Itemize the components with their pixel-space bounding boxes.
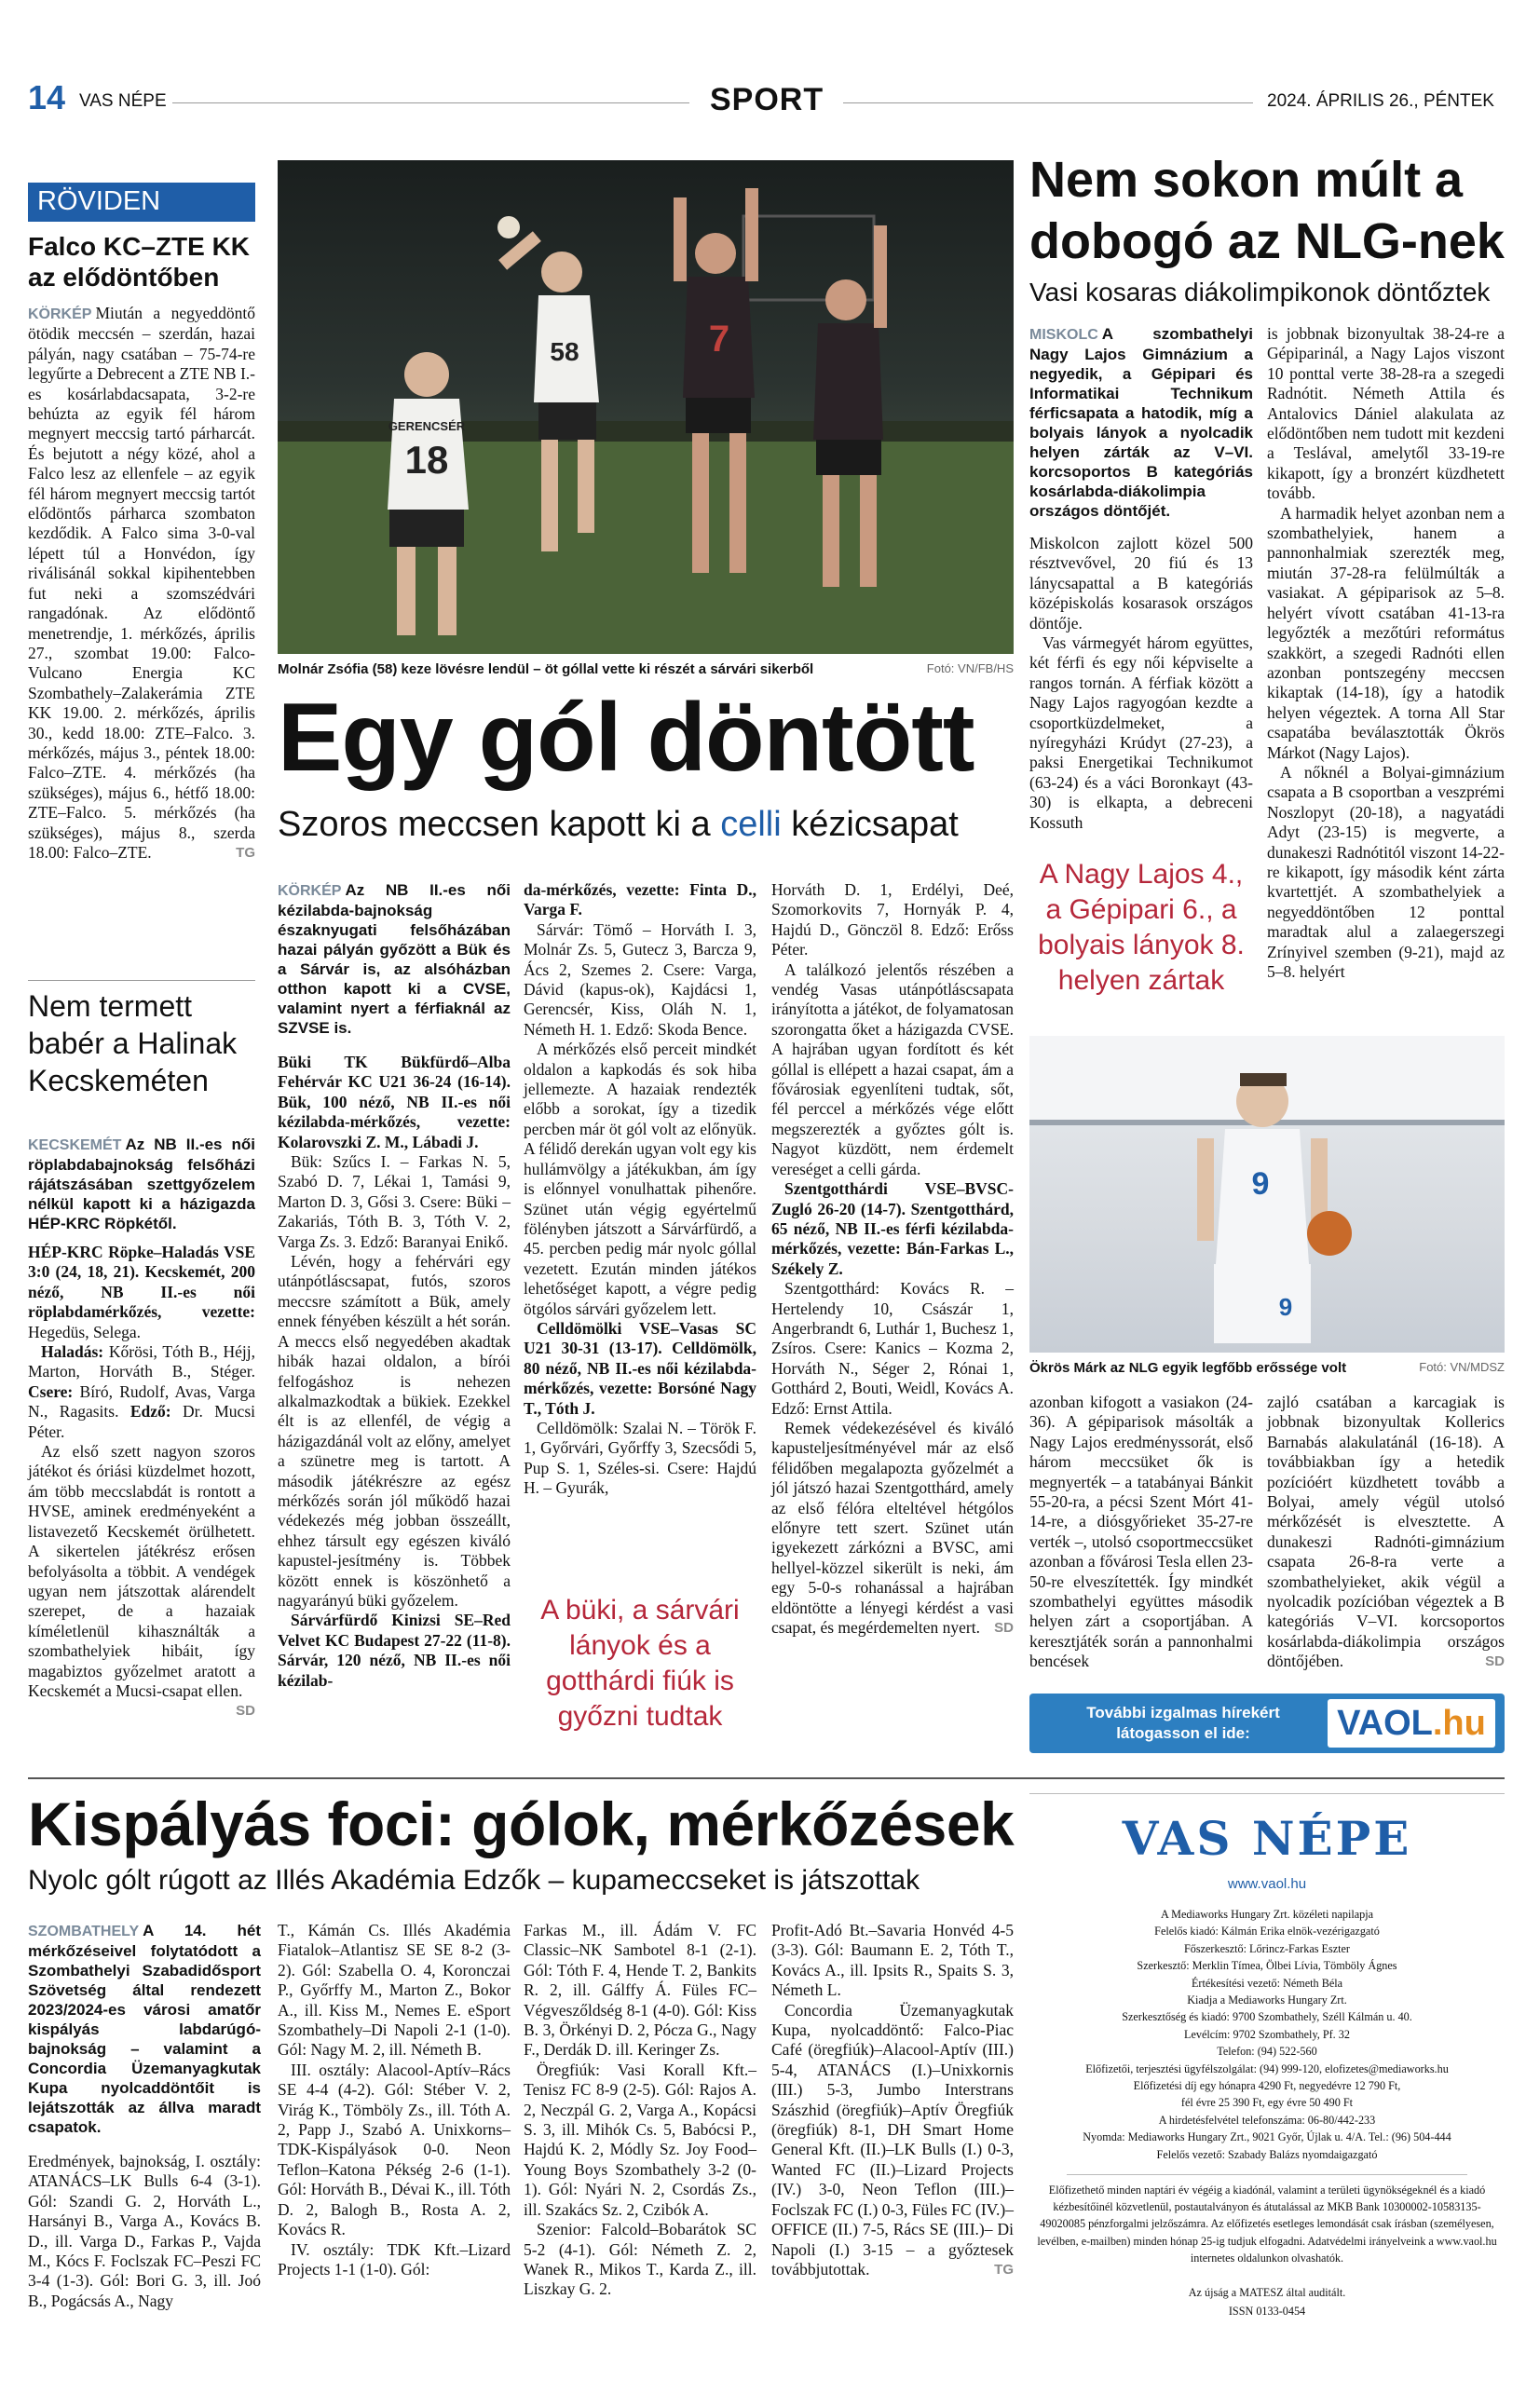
impressum-line: Előfizetési díj egy hónapra 4290 Ft, negyedévre 12 790 Ft, (1133, 2079, 1401, 2093)
handball-signature: SD (994, 1620, 1014, 1637)
impressum-line: Szerkesztő: Merklin Tímea, Ölbei Lívia, Tömböly Ágnes (1137, 1959, 1397, 1973)
nlg-caption-text: Ökrös Márk az NLG egyik legfőbb erőssége volt (1029, 1360, 1347, 1376)
handball-c3-p5: Remek védekezésével és kiváló kapusteljesítményével már az első félidőben megalapozta győzelmét a jól játszó hazai Szentgotthárd, amely az első félóra elteltével hétgólos előnyre tett szert. Szünet után igyekezett zárkózni a BVSC, ami hellyel-közzel sikerült is neki, ám egy 5-0-s rohanással a hajrában eldöntötte a lényegi kérdést a vasi csapat, és megérdemelten nyert. (771, 1418, 1014, 1638)
section-title: SPORT (710, 82, 824, 117)
handball-c3-p1: Horváth D. 1, Erdélyi, Deé, Szomorkovits 7, Hornyák P. 4, Hajdú D., Gönczöl 8. Edző: Erőss Péter. (771, 880, 1014, 959)
nlg-col-2 (1267, 324, 1505, 982)
impressum-line: A Mediaworks Hungary Zrt. közéleti napilapja (1160, 1908, 1374, 1921)
foci-c2-p3: IV. osztály: TDK Kft.–Lizard Projects 1-1 (1-0). Gól: (278, 2239, 511, 2279)
handball-subtitle-part2: kézicsapat (791, 805, 959, 844)
paper-name: VAS NÉPE (79, 91, 167, 111)
impressum-line: Kiadja a Mediaworks Hungary Zrt. (1187, 1993, 1347, 2007)
basketball (1307, 1211, 1352, 1256)
roviden-body (28, 304, 255, 863)
foci-c3-p1: Farkas M., ill. Ádám V. FC Classic–NK Sambotel 8-1 (2-1). Gól: Tóth F. 4, Hende T. 2, Bankits R. 2, ill. Gálffy Á. Füles FC–Végveszőldség 8-1 (4-0). Gól: Kiss B. 3, Örkényi D. 2, Pócza G., Nagy F., Derdák D. ill. Keringer Zs. (524, 1921, 756, 2060)
nlg-jersey: 9 (1251, 1166, 1270, 1202)
nlg-photo (1029, 1036, 1505, 1353)
impressum-line: Értékesítési vezető: Németh Béla (1191, 1976, 1343, 1990)
nlg-c3-p1: azonban kifogott a vasiakon (24-36). A gépiparisok másolták a Nagy Lajos eredményssorát, első három meccsüket ők is megnyerték – a tatabányai Bánkit 55-20-ra, a pécsi Szent Mórt 41-14-re, a diósgyőrieket 35-27-re verték –, utolsó csoportmeccsüket azonban a fővárosi Tesla ellen 23-50-re elveszítették. Így mindkét szombathelyi együttes második helyen zárt a csoportjában. A keresztjáték során a pannonhalmi bencések (1029, 1393, 1253, 1671)
handball-kicker: KÖRKÉP (278, 883, 342, 899)
handball-subtitle-accent: celli (720, 805, 782, 844)
handball-headline: Egy gól döntött (278, 684, 974, 792)
nlg-c1-p1: Miskolcon zajlott közel 500 résztvevővel, 20 fiú és 13 lánycsapattal a B kategóriás középiskolás kosarasok országos döntője. (1029, 534, 1253, 633)
vaol-ad-banner[interactable] (1029, 1694, 1505, 1753)
nlg-c4-p1: zajló csatában a karcagiak is jobbnak bizonyultak Kollerics Barnabás alakulatánál (16-18). A továbbiakban így a hetedik pozícióért küzdhetett tovább a Bolyai, amely végül utolsó mérkőzését is elvesztette. A dunakeszi Radnóti-gimnázium csapata 26-8-ra verte a szombathelyieket, akik végül a nyolcadik pozícióban végeztek a B kategóriás V–VI. korcsoportos kosárlabda-diákolimpia országos döntőjében. (1267, 1393, 1505, 1671)
impressum-divider (1067, 2174, 1467, 2175)
halinak-text: Az első szett nagyon szoros játékot és óriási küzdelmet hozott, ám több meccslabdát is rontott a HVSE, aminek eredményeként a listavezető Kecskemét örülhetett. A sikertelen játékrész erősen befolyásolta a többit. A vendégek ugyan nem játszottak alárendelt szerepet, de a hazaiak kíméletlenül kihasználták a szombathelyiek hibáit, így magabiztos győzelmet aratott a Kecskemét a Mucsi-csapat ellen. (28, 1442, 255, 1700)
handball-ball (497, 216, 520, 238)
issue-date: 2024. ÁPRILIS 26., PÉNTEK (1267, 91, 1494, 111)
handball-c2-p3: A mérkőzés első perceit mindkét oldalon a kapkodás és sok hiba jellemezte. A hazaiak rendezték előbb a sorokat, így a tizedik percben már öt gól volt az előnyük. A félidő derekán ugyan volt egy kis hullámvölgy a játékukban, ám így is előnnyel vonulhattak pihenőre. Szünet után végig egyértelmű fölényben játszott a Sárvárfürdő, a 45. percben pedig már nyolc góllal vezetett. Ezután minden játékos lehetőséget kapott, a végre pedig ötgólos sárvári győzelem lett. (524, 1040, 756, 1318)
nlg-signature: SD (1485, 1653, 1505, 1670)
foci-headline: Kispályás foci: gólok, mérkőzések (28, 1789, 1015, 1858)
roviden-kicker: KÖRKÉP (28, 306, 92, 322)
header-rule-right (843, 102, 1253, 103)
foci-signature: TG (994, 2261, 1014, 2278)
foci-subtitle: Nyolc gólt rúgott az Illés Akadémia Edzők – kupameccseket is játszottak (28, 1865, 920, 1896)
jersey-18: 18 (404, 438, 449, 482)
handball-col-3 (771, 880, 1014, 1638)
nlg-photo-credit: Fotó: VN/MDSZ (1419, 1360, 1505, 1374)
handball-photo-scene (278, 160, 1014, 654)
nlg-c2-p2: A harmadik helyet azonban nem a szombathelyiek, hanem a pannonhalmiak szerezték meg, miután 37-28-ra felülmúlták a vasiakat. A gépiparisok az 5–8. helyért vívott csatában 41-13-ra legyőzték a mezőtúri református szakkört, a szegedi Radnóti ellen azonban pontszegény meccsen kikaptak (14-18), így a hatodik helyen végeztek. A torna All Star csapatába beválasztották Ökrös Márkot (Nagy Lajos). (1267, 503, 1505, 762)
handball-c2-p1: da-mérkőzés, vezette: Finta D., Varga F. (524, 880, 756, 919)
header-rule-left (172, 102, 689, 103)
court-floor (278, 440, 1014, 654)
handball-photo-caption (278, 661, 1014, 677)
halinak-result-tail: Hegedüs, Selega. (28, 1322, 142, 1341)
impressum-lines (1029, 1906, 1505, 2163)
halinak-title: Nem termett babér a Halinak Kecskeméten (28, 989, 238, 1097)
foci-c4-p2: Concordia Üzemanyagkutak Kupa, nyolcaddöntő: Falco-Piac Café (öregfiúk)–Alacool-Aptív (III.) 5-4, ATANÁCS (I.)–Unixkornis (III.) 5-3, Jumbo Interstrans Szászhid (öregfiúk)–Aptív Öregfiúk (öregfiúk) 8-1, DH Smart Home General Kft. (II.)–LK Bulls (I.) 0-3, Wanted FC (II.)–Lizard Projects (IV.) 3-0, Neon Teflon (III.)–Foclszak FC (I.) 0-3, Füles FC (IV.)–OFFICE (II.) 7-5, Rács SE (III.)– Di Napoli (I.) 3-15 – a győztesek továbbjutottak. (771, 2000, 1014, 2279)
nlg-headline: Nem sokon múlt a dobogó az NLG-nek (1029, 152, 1505, 269)
jersey-7: 7 (708, 319, 730, 360)
foci-c4-p1: Profit-Adó Bt.–Savaria Honvéd 4-5 (3-3). Gól: Baumann E. 2, Tóth T., Kovács A., ill. Ipsits R., Spaits S. 3, Németh L. (771, 1921, 1014, 2000)
halinak-sub-label: Csere: (28, 1381, 74, 1401)
handball-pull-quote: A büki, a sárvári lányok és a gotthárdi fiúk is győzni tudtak (540, 1595, 740, 1732)
impressum-logo: VAS NÉPE (1122, 1811, 1412, 1866)
halinak-subs: Bíró, Rudolf, Avas, Varga N., Ragasits. (28, 1381, 255, 1422)
handball-lead: Az NB II.-es női kézilabda-bajnokság északnyugati felsőházában hazai pályán győzött a Bük és a Sárvár is, az alsóházban otthon kapott ki a CVSE, valamint nyert a férfiaknál az SZVSE is. (278, 881, 511, 1037)
handball-photo (278, 160, 1014, 654)
vaol-ad-logo (1328, 1699, 1495, 1748)
roviden-text: Miután a negyeddöntő ötödik meccsén – szerdán, hazai pályán, nagy csatában – 75-74-re legyűrte a Debrecent a ZTE NB I.-es kosárlabdacsapata, 3-2-re behúzta az egyik fél három megnyert meccsig tartó párharcát. És bejutott a négy közé, ahol a Falco lesz az ellenfele – az egyik fél három megnyert meccsig tartót elődöntős párharca szombaton kezdődik. A Falco sima 3-0-val lépett túl a Honvédon, így riválisánál sokkal kipihentebben fut neki a szomszédvári rangadónak. Az elődöntő menetrendje, 1. mérkőzés, április 27., szombat 19.00: Falco-Vulcano Energia KC Szombathely–Zalakerámia ZTE KK 19.00. 2. mérkőzés, április 30., kedd 18.00: ZTE–Falco. 3. mérkőzés, május 3., péntek 18.00: Falco–ZTE. 4. mérkőzés (ha szükséges), május 6., hétfő 18.00: ZTE–Falco. 5. mérkőzés (ha szükséges), május 8., szerda 18.00: Falco–ZTE. (28, 304, 255, 862)
bottom-section-rule (28, 1777, 1505, 1779)
impressum-line: Előfizetői, terjesztési ügyfélszolgálat: (94) 999-120, elofizetes@mediaworks.hu (1085, 2061, 1449, 2075)
vaol-brand: VAOL (1337, 1704, 1433, 1743)
impressum-line: A hirdetésfelvétel telefonszáma: 06-80/442-233 (1158, 2113, 1376, 2127)
nlg-c1-p2: Vas vármegyét három együttes, két férfi és egy női képviselte a rangos tornán. A férfiak között a Nagy Lajos ragyogóan kezdte a csoportküzdelmeket, a nyíregyházi Krúdyt (27-23), a paksi Energetikai Technikumot (63-24) és a váci Boronkayt (43-30) is elkapta, a debreceni Kossuth (1029, 633, 1253, 832)
roviden-divider (28, 980, 255, 981)
nlg-pull-quote: A Nagy Lajos 4., a Gépipari 6., a bolyais lányok 8. helyen zártak (1038, 859, 1245, 996)
halinak-body (28, 1135, 255, 1721)
foci-c3-p2: Öregfiúk: Vasi Korall Kft.–Tenisz FC 8-9 (2-5). Gól: Rajos A. 2, Neczpál G. 2, Varga A., Kopácsi S. 3, ill. Mihók Cs. 5, Babócsi P., Hajdú K. 2, Módly Sz. Joy Food–Young Boys Szombathely 3-2 (0-1). Gól: Nyári N. 2, Csordás Zs., ill. Szakács Sz. 2, Czibók A. (524, 2060, 756, 2219)
page-number: 14 (28, 78, 66, 116)
foci-lead: A 14. hét mérkőzéseivel folytatódott a Szombathelyi Szabadidősport Szövetség által rendezett 2023/2024-es városi amatőr kispályás labdarúgó-bajnokság – valamint a Concordia Üzemanyagkutak Kupa nyolcaddöntőit is lejátszották az állva maradt csapatok. (28, 1922, 261, 2136)
impressum-line: Levélcím: 9702 Szombathely, Pf. 32 (1184, 2027, 1350, 2041)
nlg-col-1 (1029, 324, 1253, 833)
nlg-kicker: MISKOLC (1029, 327, 1098, 343)
nlg-c2-p3: A nőknél a Bolyai-gimnázium csapata a B csoportban a veszprémi Noszlopyt (20-18), a nagyatádi Adyt (23-15) is megverte, a dunakeszi Radnótitól viszont 14-22-re kikapott, így második ként zárta kvartettjét. A szombathelyiek a negyeddöntőben 12 ponttal maradtak alul a zalaegerszegi Zrínyivel szemben (9-21), majd az 5–8. helyért (1267, 762, 1505, 981)
foci-kicker: SZOMBATHELY (28, 1924, 140, 1939)
impressum-issn: ISSN 0133-0454 (1228, 2305, 1306, 2318)
impressum-audit: Az újság a MATESZ által auditált. (1188, 2286, 1346, 2299)
impressum-line: Felelős vezető: Szabady Balázs nyomdaigazgató (1156, 2147, 1378, 2161)
handball-c1-p2: Bük: Szűcs I. – Farkas N. 5, Szabó D. 7, Lékai 1, Tamási 9, Marton D. 3, Gősi 3. Csere: Büki – Zakariás, Tóth B. 3, Tóth V. 2, Varga Zs. 3. Edző: Baranyai Enikő. (278, 1152, 511, 1251)
nlg-lead: A szombathelyi Nagy Lajos Gimnázium a negyedik, a Gépipari és Informatikai Technikum férficsapata a hatodik, míg a bolyais lányok a nyolcadik helyen zárták az V–VI. korcsoportos B kategóriás kosárlabda-diákolimpia országos döntőjét. (1029, 325, 1253, 520)
handball-col-2 (524, 880, 756, 1499)
impressum-line: Szerkesztőség és kiadó: 9700 Szombathely, Széll Kálmán u. 40. (1122, 2010, 1412, 2024)
handball-c2-p2: Sárvár: Tömő – Horváth I. 3, Molnár Zs. 5, Gutecz 3, Barcza 9, Ács 2, Szemes 2. Csere: Varga, Dávid (kapus-ok), Kajdácsi 1, Gerencsér, Kiss, Oláh N. 1, Németh H. 1. Edző: Skoda Bence. (524, 919, 756, 1039)
impressum-notice: Előfizethető minden naptári év végéig a kiadónál, valamint a területi ügynökségeknél és a kiadó kézbesítőinél közvetlenül, postautalványon és átutalással az MKB Bank 10300002-10583135-49020085 pénzforgalmi jelzőszámra. Az előfizetés esetleges lemondását csak írásban (személyesen, levélben, e-mailben) minden hónap 25-ig tudjuk elfogadni. Adatvédelmi irányelveink a www.vaol.hu internetes oldalunkon olvashatók. (1037, 2184, 1497, 2265)
handball-c3-p2: A találkozó jelentős részében a vendég Vasas utánpótláscsapata irányította a játékot, de folyamatosan szorongatta őket a házigazda CVSE. A hajrában ugyan fordított és két góllal is ellépett a hazai csapat, ám a fővárosiak egyenlíteni tudtak, sőt, fél perccel a mérkőzés vége előtt megszerezték a győztes gólt is. Nagyot küzdött, nem érdemelt vereséget a celli gárda. (771, 959, 1014, 1178)
handball-c1-p3: Lévén, hogy a fehérvári egy utánpótláscsapat, futós, szoros meccsre számított a Bük, amely ennek fényében készült a hét során. A meccs első negyedében akadtak hibák hazai oldalon, a bírói felfogáshoz is nehezen alkalmazkodtak a bükiek. Ezekkel élt is az ellenfél, de végig a házigazdánál volt az előny, amelyet a szünetre meg is tartott. A második játékrészre az egész mérkőzés során jól működő hazai védekezés még jobban összeállt, ehhez társult egy egészen kiváló kapustel-jesítmény is. Többek között ennek is köszönhető a nagyarányú büki győzelem. (278, 1252, 511, 1610)
impressum-line: Felelős kiadó: Kálmán Erika elnök-vezérigazgató (1154, 1925, 1380, 1939)
nlg-photo-scene (1029, 1036, 1505, 1353)
halinak-coach: Dr. Mucsi Péter. (28, 1402, 255, 1441)
foci-c1-p1: Eredmények, bajnokság, I. osztály: ATANÁCS–LK Bulls 6-4 (3-1). Gól: Szandi G. 2, Horváth L., Harsányi B., Varga A., Kovács B. D., ill. Varga D., Farkas P., Vajda M., Kócs F. Foclszak FC–Peszi FC 3-4 (1-3). Gól: Bori G. 3, ill. Joó B., Pogácsás A., Nagy (28, 2152, 261, 2310)
halinak-result: HÉP-KRC Röpke–Haladás VSE 3:0 (24, 18, 21). Kecskemét, 200 néző, NB II.-es női röplabdamérkőzés, vezette: (28, 1243, 255, 1322)
halinak-team-label: Haladás: (41, 1342, 104, 1362)
handball-photo-credit: Fotó: VN/FB/HS (926, 661, 1014, 675)
vaol-ad-text: További izgalmas hírekért látogasson el ide: (1086, 1704, 1280, 1742)
handball-c1-p4: Sárvárfürdő Kinizsi SE–Red Velvet KC Budapest 27-22 (11-8). Sárvár, 120 néző, NB II.-es női kézilab- (278, 1611, 511, 1690)
roviden-signature: TG (236, 844, 255, 861)
halinak-lineup: Kőrösi, Tóth B., Héjj, Marton, Horváth B., Stéger. (28, 1342, 255, 1381)
handball-c1-p1: Büki TK Bükfürdő–Alba Fehérvár KC U21 36-24 (16-14). Bük, 100 néző, NB II.-es női kézilabda-mérkőzés, vezette: Kolarovszki Z. M., Lábadi J. (278, 1053, 511, 1151)
impressum-line: Telefon: (94) 522-560 (1217, 2045, 1317, 2059)
foci-col-4 (771, 1921, 1014, 2279)
roviden-label: RÖVIDEN (28, 183, 255, 222)
foci-col-3 (524, 1921, 756, 2300)
handball-c3-p4: Szentgotthárd: Kovács R. – Hertelendy 10, Császár 1, Angerbrandt 6, Luthár 1, Buchesz 1, Zsíros. Csere: Kanics – Kozma 2, Horváth N., Séger 2, Rónai 1, Gotthárd 2, Bouti, Weidl, Kovács A. Edző: Ernst Attila. (771, 1279, 1014, 1418)
halinak-lead: Az NB II.-es női röplabdabajnokság felsőházi rájátszásában szettgyőzelem nélkül kapott ki a házigazda HÉP-KRC Röpkétől. (28, 1136, 255, 1232)
nlg-shorts-number: 9 (1278, 1293, 1293, 1321)
handball-c2-p4: Celldömölki VSE–Vasas SC U21 30-31 (13-17). Celldömölk, 80 néző, NB II.-es női kézilabda-mérkőzés, vezette: Borsóné Nagy T., Tóth J. (524, 1318, 756, 1418)
handball-caption-text: Molnár Zsófia (58) keze lövésre lendül – öt góllal vette ki részét a sárvári sikerből (278, 661, 814, 677)
foci-c3-p3: Szenior: Falcold–Bobarátok SC 5-2 (4-1). Gól: Németh Z. 2, Wanek R., Mikos T., Karda Z., ill. Liszkay G. 2. (524, 2220, 756, 2299)
nlg-col-3 (1029, 1393, 1253, 1672)
jersey-58: 58 (550, 337, 579, 366)
halinak-signature: SD (236, 1703, 255, 1720)
handball-c3-p3: Szentgotthárdi VSE–BVSC-Zugló 26-20 (14-7). Szentgotthárd, 65 néző, NB II.-es férfi kézilabda-mérkőzés, vezette: Bán-Farkas L., Székely Z. (771, 1179, 1014, 1278)
foci-c2-p2: III. osztály: Alacool-Aptív–Rács SE 4-4 (4-2). Gól: Stéber V. 2, Virág K., Tömböly Zs., ill. Tóth A. 2, Papp J., Szabó A. Unixkorns–TDK-Kispályások 0-0. Neon Teflon–Katona Pékség 2-6 (1-1). Gól: Horváth B., Dévai K., ill. Tóth D. 2, Balogh B., Rosta A. 2, Kovács R. (278, 2060, 511, 2239)
foci-c2-p1: T., Kámán Cs. Illés Akadémia Fiatalok–Atlantisz SE SE 8-2 (3-2). Gól: Szabella O. 4, Koronczai P., Győrffy M., Marton Z., Bokor A., ill. Kiss M., Nemes E. eSport Szombathely–Di Napoli 2-1 (1-0). Gól: Nagy M. 2, ill. Németh B. (278, 1921, 511, 2060)
vaol-tld: .hu (1432, 1704, 1486, 1743)
nlg-c2-p1: is jobbnak bizonyultak 38-24-re a Gépiparinál, a Nagy Lajos viszont 10 ponttal verte 38-28-ra a szegedi Radnótit. Németh Attila és Antalovics Dániel alakulata az elődöntőben nem tudott mit kezdeni a Teslával, amelytől 33-19-re kikapott, így a bronzért küzdhetett tovább. (1267, 324, 1505, 503)
roviden-title: Falco KC–ZTE KK az elődöntőben (28, 232, 251, 292)
handball-subtitle (278, 803, 959, 846)
foci-col-2 (278, 1921, 511, 2279)
halinak-kicker: KECSKEMÉT (28, 1137, 122, 1153)
nlg-subtitle: Vasi kosaras diákolimpikonok döntőztek (1029, 278, 1491, 306)
impressum-box (1029, 1793, 1505, 2399)
halinak-coach-label: Edző: (129, 1402, 171, 1422)
handball-col-1 (278, 880, 511, 1691)
impressum-line: fél évre 25 390 Ft, egy évre 50 490 Ft (1180, 2096, 1354, 2110)
handball-c2-p5: Celldömölk: Szalai N. – Török F. 1, Győrvári, Győrffy 3, Szecsődi 5, Pup S. 1, Széles-si. Csere: Hajdú H. – Gyurák, (524, 1418, 756, 1498)
impressum-url[interactable]: www.vaol.hu (1227, 1876, 1307, 1892)
foci-col-1 (28, 1921, 261, 2311)
impressum-line: Főszerkesztő: Lőrincz-Farkas Eszter (1183, 1941, 1350, 1955)
nlg-photo-caption (1029, 1360, 1505, 1376)
handball-subtitle-part1: Szoros meccsen kapott ki a (278, 805, 711, 844)
nlg-col-4 (1267, 1393, 1505, 1672)
jersey-name: GERENCSÉR (388, 419, 466, 433)
impressum-line: Nyomda: Mediaworks Hungary Zrt., 9021 Győr, Újlak u. 4/A. Tel.: (96) 504-444 (1083, 2130, 1451, 2144)
